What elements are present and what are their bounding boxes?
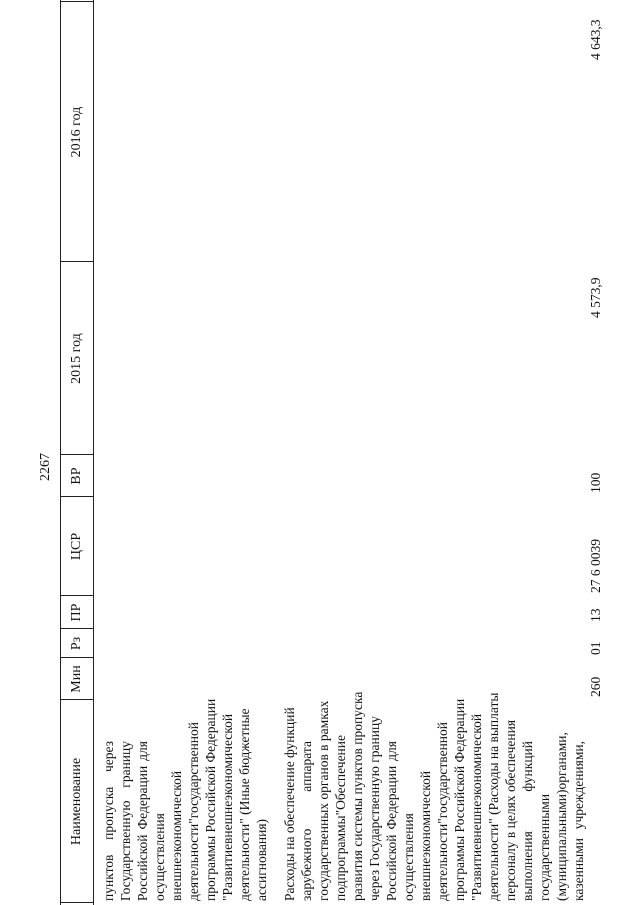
- row2-name-word: "Развитие: [469, 843, 484, 901]
- row1-name-word: программы Российской Федерации: [203, 698, 218, 901]
- row2-name-line: [519, 741, 536, 901]
- row1-name-word: Федерации: [135, 765, 150, 830]
- row2-name-word: развития системы пунктов пропуска: [350, 691, 365, 901]
- header-vr: ВР: [68, 467, 84, 485]
- row1-name-word: ассигнования): [254, 818, 269, 901]
- row2-name-line: [570, 741, 587, 901]
- row2-name-word: персоналу в целях обеспечения: [503, 719, 518, 901]
- row2-name-line: [400, 813, 417, 901]
- row2-name-line: [332, 735, 349, 901]
- row1-name-word: через: [101, 741, 116, 773]
- header-min: Мин: [68, 665, 84, 693]
- row2-name-word: функций: [520, 741, 535, 792]
- row2-name-word: внешнеэкономической: [418, 770, 433, 901]
- row2-2015: 4 573,9: [588, 277, 603, 318]
- row2-name-word: Расходы на обеспечение функций: [282, 707, 297, 901]
- row1-name-word: Российской: [135, 834, 150, 901]
- row2-name-line: [298, 741, 315, 901]
- row2-min: 260: [588, 676, 603, 697]
- header-rz: Рз: [68, 636, 84, 651]
- page-number: 2267: [38, 453, 53, 481]
- row1-name-word: пропуска: [101, 786, 116, 840]
- row2-name-word: деятельности" (Расходы на выплаты: [486, 692, 501, 901]
- row2-name-word: внешнеэкономической: [469, 713, 484, 844]
- row1-name-line: [168, 771, 185, 901]
- row1-name-word: государственной: [186, 721, 201, 819]
- row2-name-word: для: [384, 741, 399, 761]
- row1-name-word: границу: [118, 741, 133, 788]
- row2-name-word: (муниципальными): [554, 789, 569, 901]
- row2-name-word: органами,: [554, 732, 569, 790]
- row2-name-line: [383, 741, 400, 901]
- header-2016: 2016 год: [68, 106, 84, 158]
- row1-name-line: [117, 741, 134, 901]
- row2-name-line: [536, 794, 553, 901]
- row1-name-line: [236, 708, 253, 901]
- row2-name-line: [315, 701, 332, 901]
- row1-name-word: внешнеэкономической: [220, 713, 235, 844]
- row2-name-word: государственными: [537, 793, 552, 901]
- row1-name-word: "Развитие: [220, 843, 235, 901]
- row2-name-line: [417, 771, 434, 901]
- row2-name-word: казенными: [571, 838, 586, 901]
- table-header: [60, 0, 93, 905]
- row2-rz: 01: [588, 641, 603, 655]
- row1-name-line: [100, 741, 117, 901]
- row2-name-word: выполнения: [520, 831, 535, 901]
- row2-name-word: Федерации: [384, 765, 399, 830]
- header-pr: ПР: [68, 603, 84, 622]
- row2-name-word: осуществления: [401, 813, 416, 901]
- row2-name-line: [349, 692, 366, 901]
- header-2015: 2015 год: [68, 333, 84, 384]
- row2-name-line: [553, 732, 570, 901]
- row1-name-line: [151, 813, 168, 901]
- row2-name-word: зарубежного: [299, 828, 314, 901]
- row2-name-word: Российской: [384, 834, 399, 901]
- budget-table: [60, 0, 640, 905]
- row1-name-word: деятельности" (Иные бюджетные: [237, 708, 252, 901]
- row2-csr: 27 6 0039: [588, 539, 603, 593]
- header-csr: ЦСР: [68, 532, 84, 561]
- row2-name-word: учреждениями,: [571, 741, 586, 830]
- row2-pr: 13: [588, 608, 603, 622]
- row2-name-line: [366, 716, 383, 901]
- row2-name-word: государственной: [435, 721, 450, 819]
- row2-name-word: "Обеспечение: [333, 735, 348, 816]
- row2-name-word: программы Российской Федерации: [452, 698, 467, 901]
- row2-name-word: аппарата: [299, 741, 314, 792]
- row2-name-line: [281, 707, 298, 901]
- row2-name-word: деятельности": [435, 818, 450, 901]
- row2-name-line: [468, 713, 485, 901]
- row1-name-line: [253, 819, 270, 901]
- row2-2016: 4 643,3: [588, 19, 603, 60]
- row1-name-line: [134, 741, 151, 901]
- row2-name-word: государственных органов в рамках: [316, 700, 331, 901]
- row1-name-word: внешнеэкономической: [169, 770, 184, 901]
- row2-name-word: через Государственную границу: [367, 716, 382, 901]
- row1-name-word: Государственную: [118, 800, 133, 901]
- header-name: Наименование: [68, 757, 84, 846]
- row1-name-word: осуществления: [152, 813, 167, 901]
- row2-name-line: [485, 693, 502, 902]
- row2-name-line: [451, 699, 468, 901]
- row1-name-line: [219, 713, 236, 901]
- row1-name-word: для: [135, 741, 150, 761]
- row2-name-line: [434, 721, 451, 901]
- row1-name-word: пунктов: [101, 854, 116, 901]
- row1-name-line: [185, 721, 202, 901]
- row2-name-word: подпрограммы: [333, 815, 348, 901]
- row1-name-line: [202, 699, 219, 901]
- row2-name-line: [502, 720, 519, 901]
- row2-vr: 100: [588, 472, 603, 493]
- row1-name-word: деятельности": [186, 818, 201, 901]
